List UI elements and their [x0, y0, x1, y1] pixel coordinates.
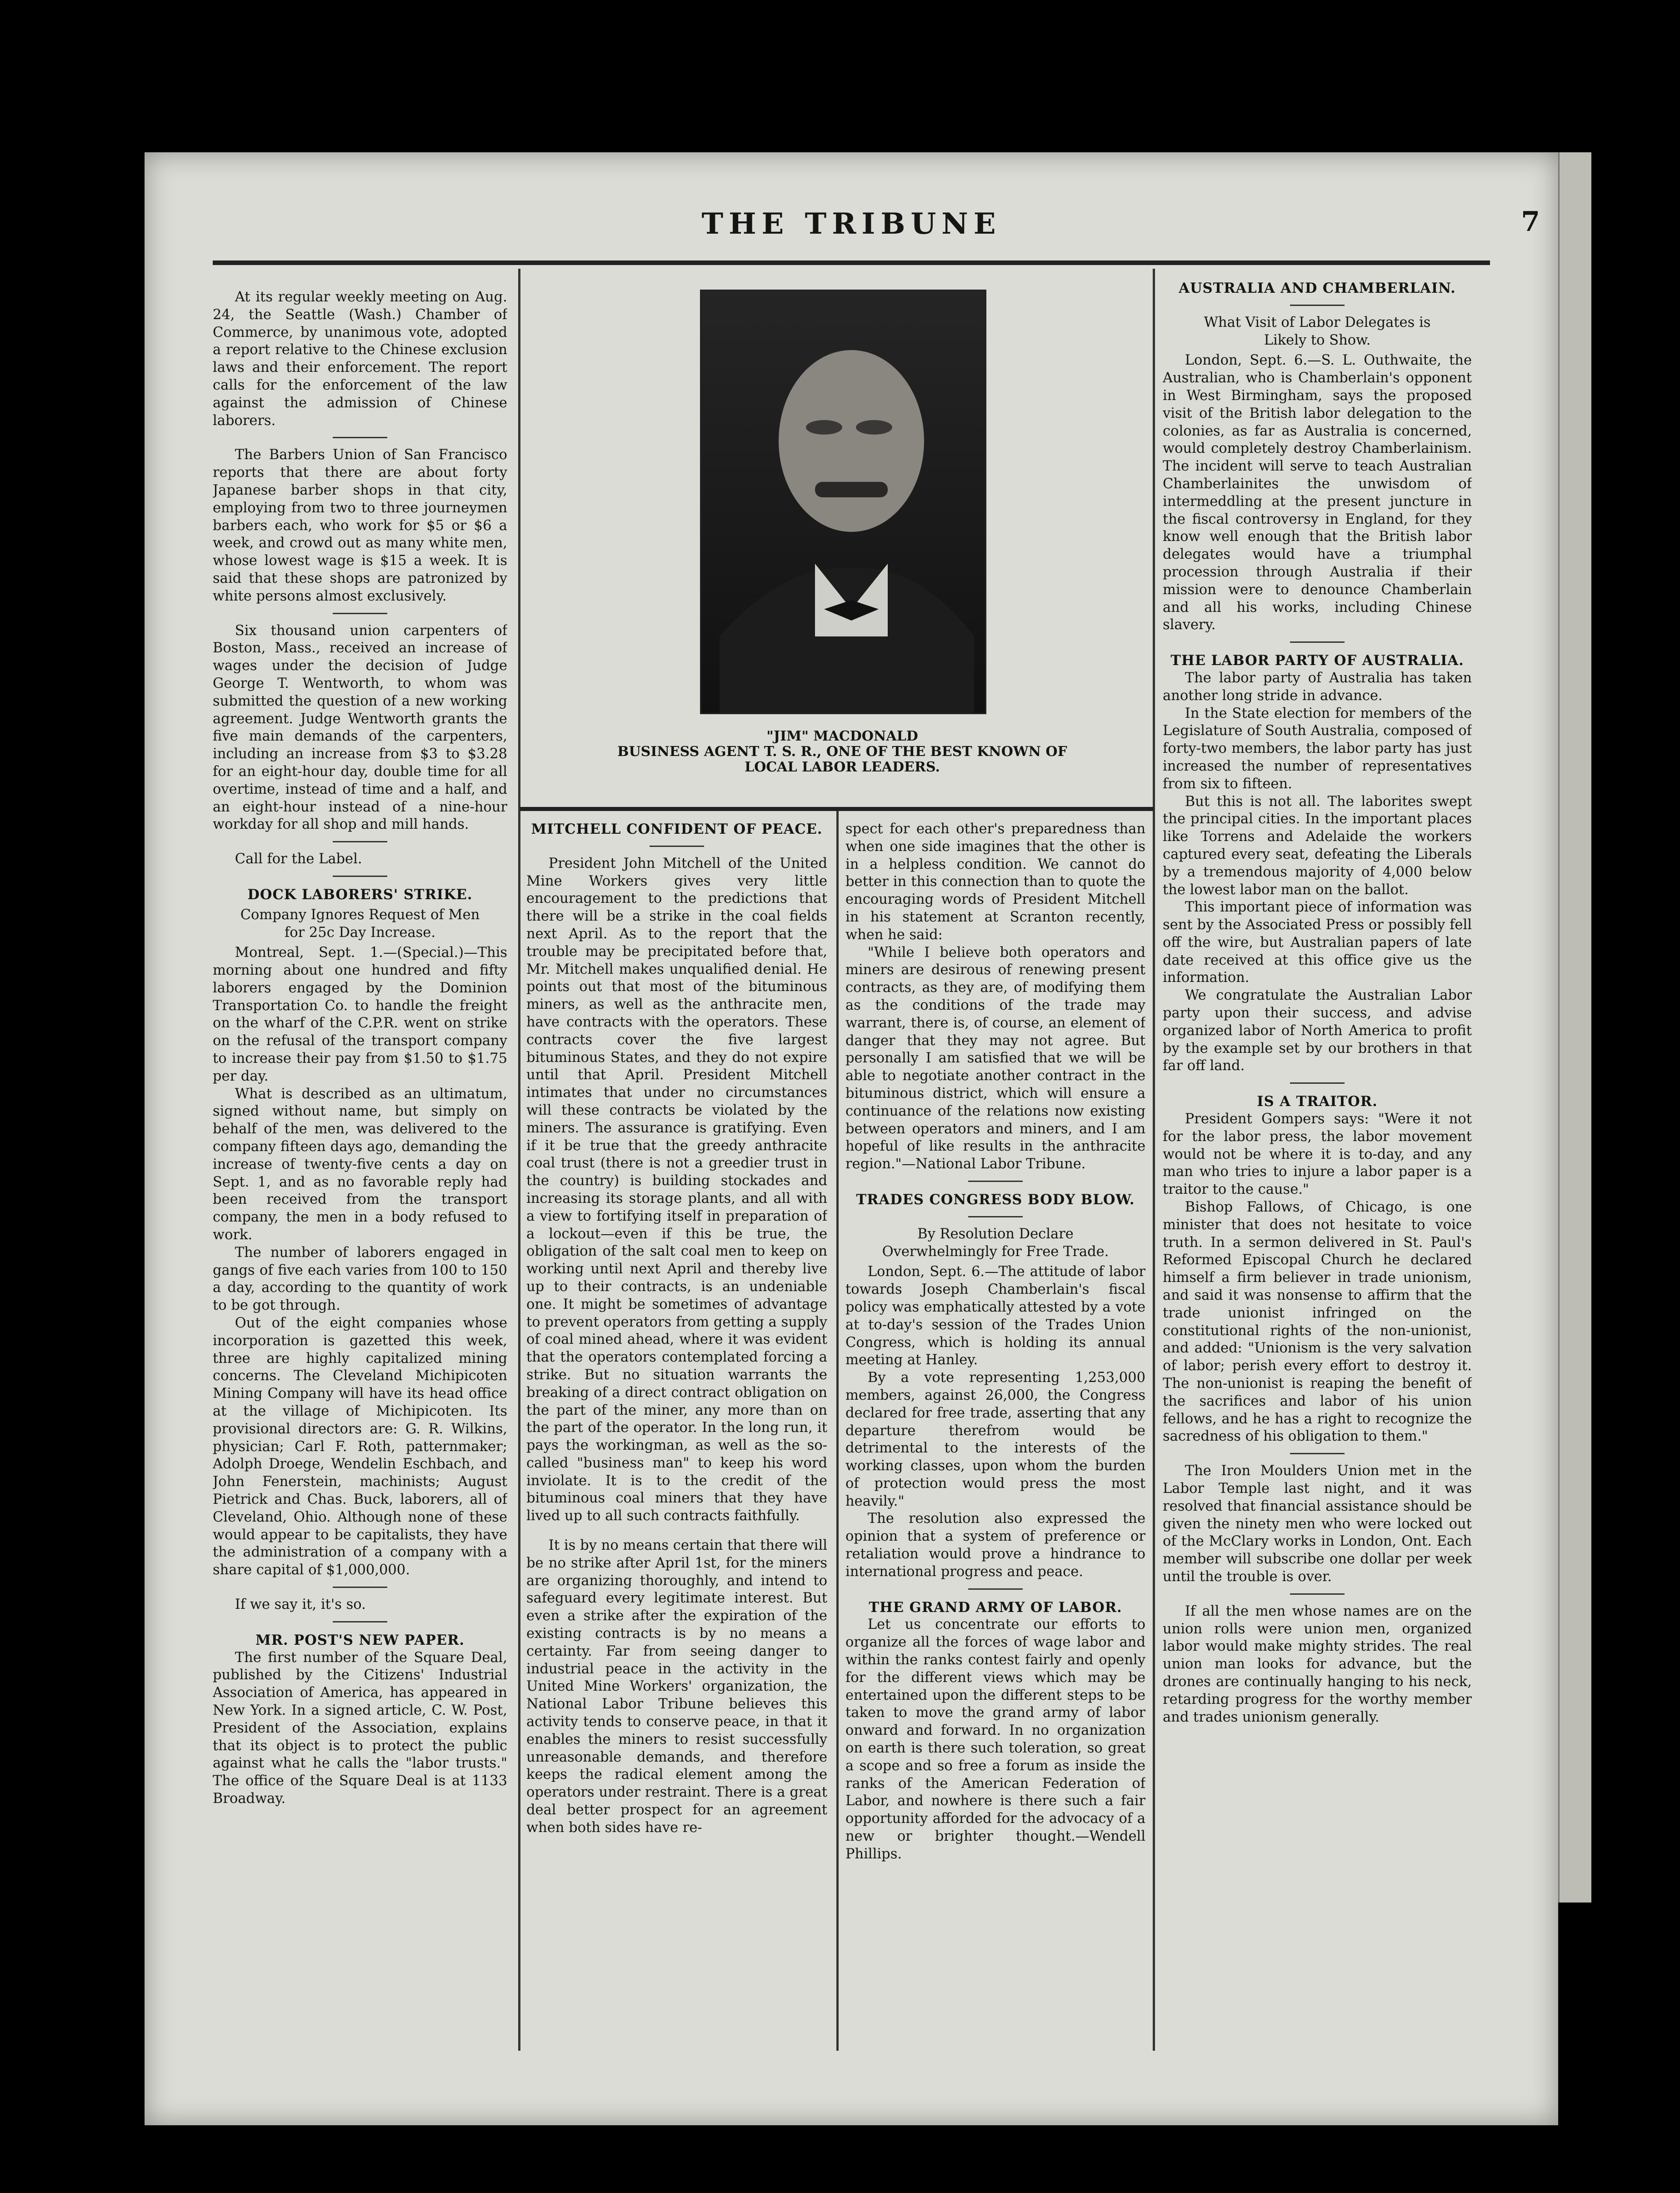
separator	[333, 437, 387, 438]
column-rule-2	[1153, 269, 1155, 2051]
article-dock-laborers-p2: What is described as an ultimatum, signed without name, but simply on behalf of the men, was delivered to the company fifteen days ago, demanding the increase of twenty-five cents a day on Sept. 1, and as no favorable reply had been received from the transport company, the men in a body refused to work.	[213, 1086, 507, 1243]
separator	[333, 876, 387, 877]
column-rule-1	[518, 269, 520, 2051]
headline-labor-party-australia: THE LABOR PARTY OF AUSTRALIA.	[1170, 652, 1464, 669]
headline-mitchell-confident: MITCHELL CONFIDENT OF PEACE.	[531, 821, 823, 837]
slogan-call-for-label: Call for the Label.	[235, 851, 362, 867]
article-mining-companies: Out of the eight companies whose incorporation is gazetted this week, three are highly capitalized mining concerns. The Cleveland Michipicoten Mining Company will have its head office at the village of Michipicoten. Its provisional directors are: G. R. Wilkins, physician; Carl F. Roth, patternmaker; Adolph Droege, Wendelin Eschbach, and John Fenerstein, machinists; August Pietrick and Chas. Buck, laborers, all of Cleveland, Ohio. Although none of these would appear to be capitalists, they have the administration of a company with a share capital of $1,000,000.	[213, 1315, 507, 1578]
article-dock-laborers-p1: Montreal, Sept. 1.—(Special.)—This morning about one hundred and fifty laborers engaged by the Dominion Transportation Co. to handle the freight on the wharf of the C.P.R. went on strike on the refusal of the transport company to increase their pay from $1.50 to $1.75 per day.	[213, 945, 507, 1084]
separator	[333, 613, 387, 614]
separator	[1290, 641, 1345, 643]
separator	[650, 846, 704, 847]
masthead-title: THE TRIBUNE	[701, 207, 1001, 241]
article-square-deal: The first number of the Square Deal, published by the Citizens' Industrial Association of America, has appeared in New York. In a signed article, C. W. Post, President of the Association, explains that its object is to protect the public against what he calls the "labor trusts." The office of the Square Deal is at 1133 Broadway.	[213, 1649, 507, 1807]
column-1	[213, 289, 507, 2053]
column-4	[1163, 280, 1472, 2053]
newspaper-page	[145, 152, 1558, 2125]
separator	[1290, 1082, 1345, 1084]
article-grand-army: Let us concentrate our efforts to organize all the forces of wage labor and within the ranks contest fairly and openly for the different views which may be entertained upon the different steps to be taken to move the grand army of labor onward and forward. In no organization on earth is there such toleration, so great a scope and so free a forum as inside the ranks of the American Federation of Labor, and nowhere is there such a fair opportunity afforded for the advocacy of a new or brighter thought.—Wendell Phillips.	[845, 1617, 1145, 1862]
headline-trades-congress: TRADES CONGRESS BODY BLOW.	[856, 1191, 1135, 1208]
headline-is-a-traitor: IS A TRAITOR.	[1257, 1093, 1378, 1110]
separator	[333, 1587, 387, 1588]
column-2	[526, 821, 827, 2048]
article-seattle-chinese-exclusion: At its regular weekly meeting on Aug. 24, the Seattle (Wash.) Chamber of Commerce, by unanimous vote, adopted a report relative to the Chinese exclusion laws and their enforcement. The report calls for the enforcement of the law against the admission of Chinese laborers.	[213, 289, 507, 429]
article-barbers-union: The Barbers Union of San Francisco reports that there are about forty Japanese barber shops in that city, employing from two to three journeymen barbers each, who work for $5 or $6 a week, and crowd out as many white men, whose lowest wage is $15 a week. It is said that these shops are patronized by white persons almost exclusively.	[213, 447, 507, 604]
slogan-if-we-say-it: If we say it, it's so.	[235, 1596, 366, 1612]
separator	[968, 1181, 1023, 1182]
article-union-rolls: If all the men whose names are on the union rolls were union men, organized labor would make mighty strides. The real union man looks for advance, but the drones are continually hanging to his neck, retarding progress for the worthy member and trades unionism generally.	[1163, 1603, 1472, 1725]
separator	[968, 1588, 1023, 1590]
separator	[1290, 305, 1345, 306]
article-mitchell-p2: It is by no means certain that there will be no strike after April 1st, for the miners are organizing thoroughly, and intend to safeguard every legitimate interest. But even a strike after the expiration of the existing contracts is by no means a certainty. Far from seeing danger to industrial peace in the activity in the United Mine Workers' organization, the National Labor Tribune believes this activity tends to conserve peace, in that it enables the miners to resist successfully unreasonable demands, and therefore keeps the radical element among the operators under restraint. There is a great deal better prospect for an agreement when both sides have re-	[526, 1537, 827, 1836]
article-trades-congress-p2: By a vote representing 1,253,000 members, against 26,000, the Congress declared for free trade, asserting that any departure therefrom would be detrimental to the interests of the working classes, upon whom the burden of protection would press the most heavily."	[845, 1370, 1145, 1509]
article-iron-moulders: The Iron Moulders Union met in the Labor Temple last night, and it was resolved that financial assistance should be given the ninety men who were locked out of the McClary works in London, Ont. Each member will subscribe one dollar per week until the trouble is over.	[1163, 1463, 1472, 1585]
portrait-bottom-rule	[520, 807, 1154, 811]
portrait-caption	[599, 729, 1085, 775]
separator	[1290, 1453, 1345, 1454]
page-edge	[1558, 152, 1591, 1903]
article-mitchell-quote: "While I believe both operators and miners are desirous of renewing present contracts, as they are, of modifying them as the conditions of the trade may warrant, there is, of course, an element of danger that they may not agree. But personally I am satisfied that we will be able to negotiate another contract in the bituminous district, which will ensure a continuance of the relations now existing between operators and miners, and I am hopeful of like results in the anthracite region."—National Labor Tribune.	[845, 944, 1145, 1172]
separator	[1290, 1593, 1345, 1595]
headline-grand-army-of-labor: THE GRAND ARMY OF LABOR.	[869, 1599, 1122, 1616]
separator	[968, 1216, 1023, 1217]
headline-mr-posts-new-paper: MR. POST'S NEW PAPER.	[255, 1632, 465, 1648]
masthead-rule	[213, 260, 1490, 265]
headline-dock-laborers-strike: DOCK LABORERS' STRIKE.	[247, 886, 473, 903]
separator	[333, 1621, 387, 1622]
page-number: 7	[1521, 206, 1540, 238]
article-trades-congress-p3: The resolution also expressed the opinion that a system of preference or retaliation would prove a hindrance to international progress and peace.	[845, 1511, 1145, 1580]
article-dock-laborers-p3: The number of laborers engaged in gangs of five each varies from 100 to 150 a day, according to the quantity of work to be got through.	[213, 1244, 507, 1314]
portrait-name: "JIM" MACDONALD	[766, 728, 918, 744]
portrait-description: BUSINESS AGENT T. S. R., ONE OF THE BEST KNOWN OF LOCAL LABOR LEADERS.	[617, 744, 1067, 775]
article-traitor-p2: Bishop Fallows, of Chicago, is one minister that does not hesitate to voice truth. In a sermon delivered in St. Paul's Reformed Episcopal Church he declared himself a firm believer in trade unionism, and said it was nonsense to affirm that the trade unionist infringed on the constitutional rights of the non-unionist, and added: "Unionism is the very salvation of labor; perish every effort to destroy it. The non-unionist is reaping the benefit of the sacrifices and labor of his union fellows, and he has a right to recognize the sacredness of his obligation to them."	[1163, 1199, 1472, 1445]
article-mitchell-continued: spect for each other's preparedness than when one side imagines that the other is in a helpless condition. We cannot do better in this connection than to quote the encouraging words of President Mitchell in his statement at Scranton recently, when he said:	[845, 821, 1145, 943]
article-trades-congress-p1: London, Sept. 6.—The attitude of labor towards Joseph Chamberlain's fiscal policy was emphatically attested by a vote at to-day's session of the Trades Union Congress, which is holding its annual meeting at Hanley.	[845, 1264, 1145, 1368]
article-labor-party-p1: The labor party of Australia has taken another long stride in advance.	[1163, 670, 1472, 704]
article-labor-party-p3: But this is not all. The laborites swept the principal cities. In the important places like Torrens and Adelaide the workers captured every seat, defeating the Liberals by a tremendous majority of 4,000 below the lowest labor man on the ballot.	[1163, 793, 1472, 898]
article-labor-party-p4: This important piece of information was sent by the Associated Press or possibly fell off the wire, but Australian papers of late date received at this office give us the information.	[1163, 899, 1472, 986]
article-labor-party-p2: In the State election for members of the Legislature of South Australia, composed of forty-two members, the labor party has just increased the number of representatives from six to fifteen.	[1163, 705, 1472, 792]
portrait-figure	[701, 291, 985, 713]
subhead-australia-chamberlain: What Visit of Labor Delegates is Likely to Show.	[1204, 314, 1431, 348]
article-mitchell-p1: President John Mitchell of the United Mine Workers gives very little encouragement to the predictions that there will be a strike in the coal fields next April. As to the report that the trouble may be precipitated before that, Mr. Mitchell makes unqualified denial. He points out that most of the bituminous miners, as well as the anthracite men, have contracts with the operators. These contracts cover the five largest bituminous States, and they do not expire until that April. President Mitchell intimates that under no circumstances will these contracts be violated by the miners. The assurance is gratifying. Even if it be true that the greedy anthracite coal trust (there is not a greedier trust in the country) is building stockades and increasing its storage plants, and all with a view to fortifying itself in preparation of a lockout—even if this be true, the obligation of the salt coal men to keep on working until next April and thereby live up to their contracts, is an undeniable one. It might be sometimes of advantage to prevent operators from getting a supply of coal mined ahead, where it was evident that the operators contemplated forcing a strike. But no situation warrants the breaking of a direct contract obligation on the part of the miner, any more than on the part of the operator. In the long run, it pays the workingman, as well as the so-called "business man" to keep his word inviolate. It is to the credit of the bituminous coal miners that they have lived up to all such contracts faithfully.	[526, 855, 827, 1524]
column-3	[845, 821, 1145, 2048]
separator	[333, 841, 387, 842]
subhead-dock-laborers: Company Ignores Request of Men for 25c Day Increase.	[240, 906, 480, 941]
portrait-photo	[700, 290, 986, 714]
column-rule-3	[836, 807, 839, 2051]
subhead-trades-congress: By Resolution Declare Overwhelmingly for Free Trade.	[882, 1226, 1109, 1260]
article-australia-chamberlain: London, Sept. 6.—S. L. Outhwaite, the Australian, who is Chamberlain's opponent in West Birmingham, says the proposed visit of the British labor delegation to the colonies, as far as Australia is concerned, would completely destroy Chamberlainism. The incident will serve to teach Australian Chamberlainites the unwisdom of intermeddling at the present juncture in the fiscal controversy in England, for they know well enough that the British labor delegates would have a triumphal procession through Australia if their mission were to denounce Chamberlain and all his works, including Chinese slavery.	[1163, 352, 1472, 633]
article-traitor-p1: President Gompers says: "Were it not for the labor press, the labor movement would not be where it is to-day, and any man who tries to injure a labor paper is a traitor to the cause."	[1163, 1111, 1472, 1198]
article-boston-carpenters: Six thousand union carpenters of Boston, Mass., received an increase of wages under the decision of Judge George T. Wentworth, to whom was submitted the question of a new working agreement. Judge Wentworth grants the five main demands of the carpenters, including an increase from $3 to $3.28 for an eight-hour day, double time for all overtime, instead of time and a half, and an eight-hour instead of a nine-hour workday for all shop and mill hands.	[213, 622, 507, 833]
article-labor-party-p5: We congratulate the Australian Labor party upon their success, and advise organized labor of North America to profit by the example set by our brothers in that far off land.	[1163, 987, 1472, 1074]
headline-australia-chamberlain: AUSTRALIA AND CHAMBERLAIN.	[1179, 280, 1456, 296]
